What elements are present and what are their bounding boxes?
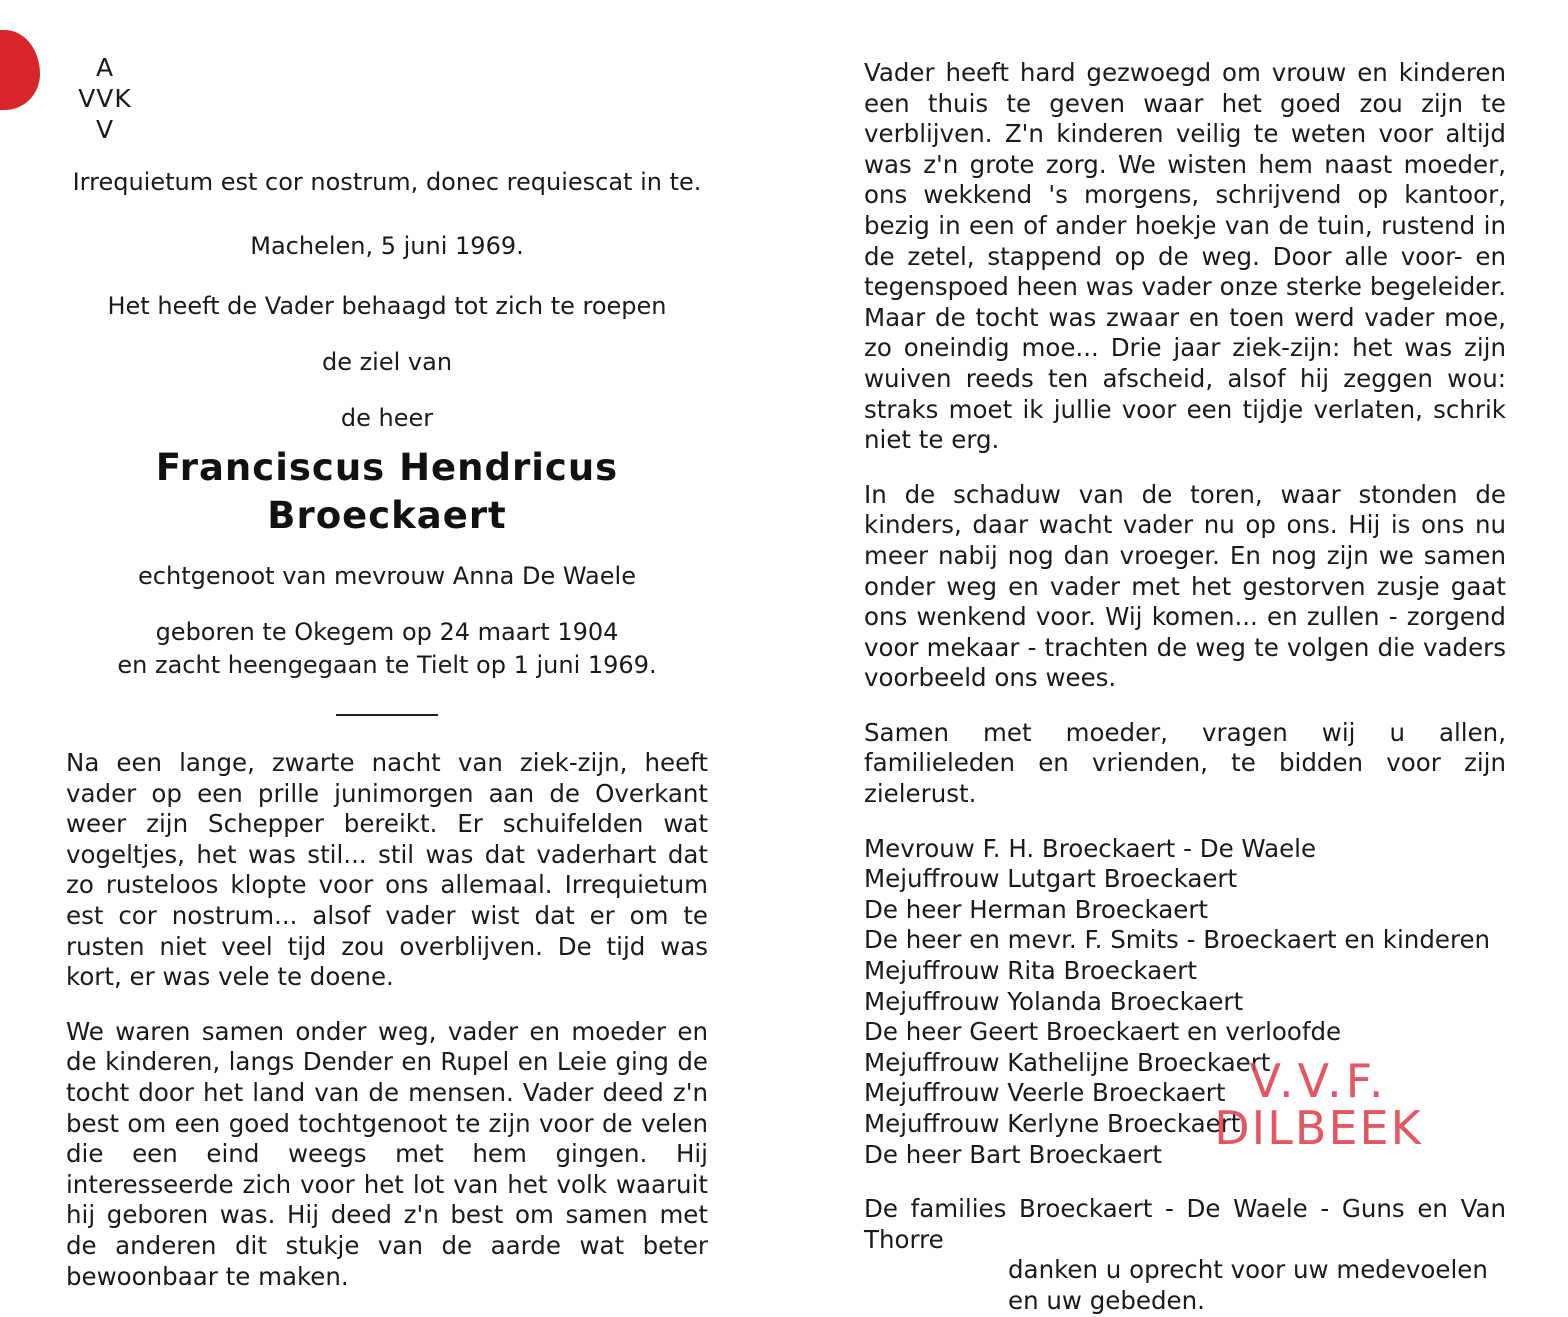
signer-item: Mejuffrouw Yolanda Broeckaert: [864, 986, 1244, 1016]
avkv-line: A: [95, 53, 115, 82]
text-paragraph: In de schaduw van de toren, waar stonden de kinders, daar wacht vader nu op ons. Hij is ons nu meer nabij nog dan vroeger. En nog zijn we samen onder weg en vader met het gestorven zusje gaat ons wenkend voor. Wij komen... en zullen - zorgend voor mekaar - trachten de weg te volgen die vaders voorbeeld ons wees.: [864, 479, 1506, 693]
place-date: Machelen, 5 juni 1969.: [250, 232, 524, 260]
signer-item: De heer Herman Broeckaert: [864, 894, 1208, 924]
avkv-monogram: [60, 52, 150, 145]
text-paragraph: Na een lange, zwarte nacht van ziek-zijn, heeft vader op een prille junimorgen aan de Overkant weer zijn Schepper bereikt. Er schuifelden wat vogeltjes, het was stil... stil was dat vaderhart dat zo rusteloos klopte voor ons allemaal. Irrequietum est cor nostrum... alsof vader wist dat er om te rusten niet veel tijd zou overblijven. De tijd was kort, er was vele te doene.: [66, 748, 708, 992]
avkv-line: V: [95, 115, 115, 144]
red-corner-mark: [0, 30, 40, 110]
signer-item: De heer Bart Broeckaert: [864, 1139, 1162, 1169]
birth-line: geboren te Okegem op 24 maart 1904: [155, 618, 619, 646]
signer-item: Mejuffrouw Kerlyne Broeckaert: [864, 1109, 1241, 1138]
spouse-line: echtgenoot van mevrouw Anna De Waele: [138, 562, 636, 590]
name-line: Broeckaert: [267, 494, 507, 537]
intro-line: de heer: [340, 404, 434, 432]
signer-item: Mevrouw F. H. Broeckaert - De Waele: [864, 833, 1317, 863]
signer-item: Mejuffrouw Kathelijne Broeckaert: [864, 1047, 1271, 1077]
text-paragraph: We waren samen onder weg, vader en moeder en de kinderen, langs Dender en Rupel en Leie ging de tocht door het land van de mensen. Vader deed z'n best om een goed tochtgenoot te zijn voor de velen die een eind weegs met hem gingen. Hij interesseerde zich voor het lot van het volk waaruit hij geboren was. Hij deed z'n best om samen met de anderen dit stukje van de aarde wat beter bewoonbaar te maken.: [66, 1016, 708, 1291]
thanks-line: danken u oprecht voor uw medevoelen: [1008, 1255, 1488, 1285]
left-column: [66, 168, 708, 1316]
intro-line: Het heeft de Vader behaagd tot zich te roepen: [107, 292, 667, 320]
death-line: en zacht heengegaan te Tielt op 1 juni 1969.: [117, 651, 657, 679]
intro-line: de ziel van: [321, 348, 453, 376]
divider: [336, 714, 438, 716]
name-line: Franciscus Hendricus: [155, 446, 619, 489]
thanks-line: en uw gebeden.: [1008, 1285, 1205, 1315]
vvf-dilbeek-stamp: [1196, 1054, 1441, 1155]
text-paragraph: Vader heeft hard gezwoegd om vrouw en kinderen een thuis te geven waar het goed zou zijn te verblijven. Z'n kinderen veilig te weten voor altijd was z'n grote zorg. We wisten hem naast moeder, ons wekkend 's morgens, schrijvend op kantoor, bezig in een of ander hoekje van de tuin, rustend in de zetel, stappend op de weg. Door alle voor- en tegenspoed heen was vader onze sterke begeleider. Maar de tocht was zwaar en toen werd vader moe, zo oneindig moe... Drie jaar ziek-zijn: het was zijn wuiven reeds ten afscheid, alsof hij zeggen wou: straks moet ik jullie voor een tijdje verlaten, schrik niet te erg.: [864, 58, 1506, 455]
latin-motto: Irrequietum est cor nostrum, donec requiescat in te.: [72, 168, 702, 196]
stamp-line: V.V.F.: [1249, 1054, 1388, 1108]
signer-item: De heer Geert Broeckaert en verloofde: [864, 1017, 1342, 1047]
stamp-line: DILBEEK: [1214, 1101, 1423, 1155]
deceased-name: [66, 444, 708, 540]
signer-item: Mejuffrouw Lutgart Broeckaert: [864, 864, 1238, 894]
signer-item: Mejuffrouw Veerle Broeckaert: [864, 1078, 1226, 1108]
signer-item: De heer en mevr. F. Smits - Broeckaert en kinderen: [864, 925, 1491, 955]
text-paragraph: Samen met moeder, vragen wij u allen, familieleden en vrienden, te bidden voor zijn zielerust.: [864, 717, 1506, 809]
signer-item: Mejuffrouw Rita Broeckaert: [864, 956, 1197, 986]
avkv-line: VVK: [78, 84, 132, 113]
families-line: De families Broeckaert - De Waele - Guns en Van Thorre: [864, 1194, 1506, 1254]
